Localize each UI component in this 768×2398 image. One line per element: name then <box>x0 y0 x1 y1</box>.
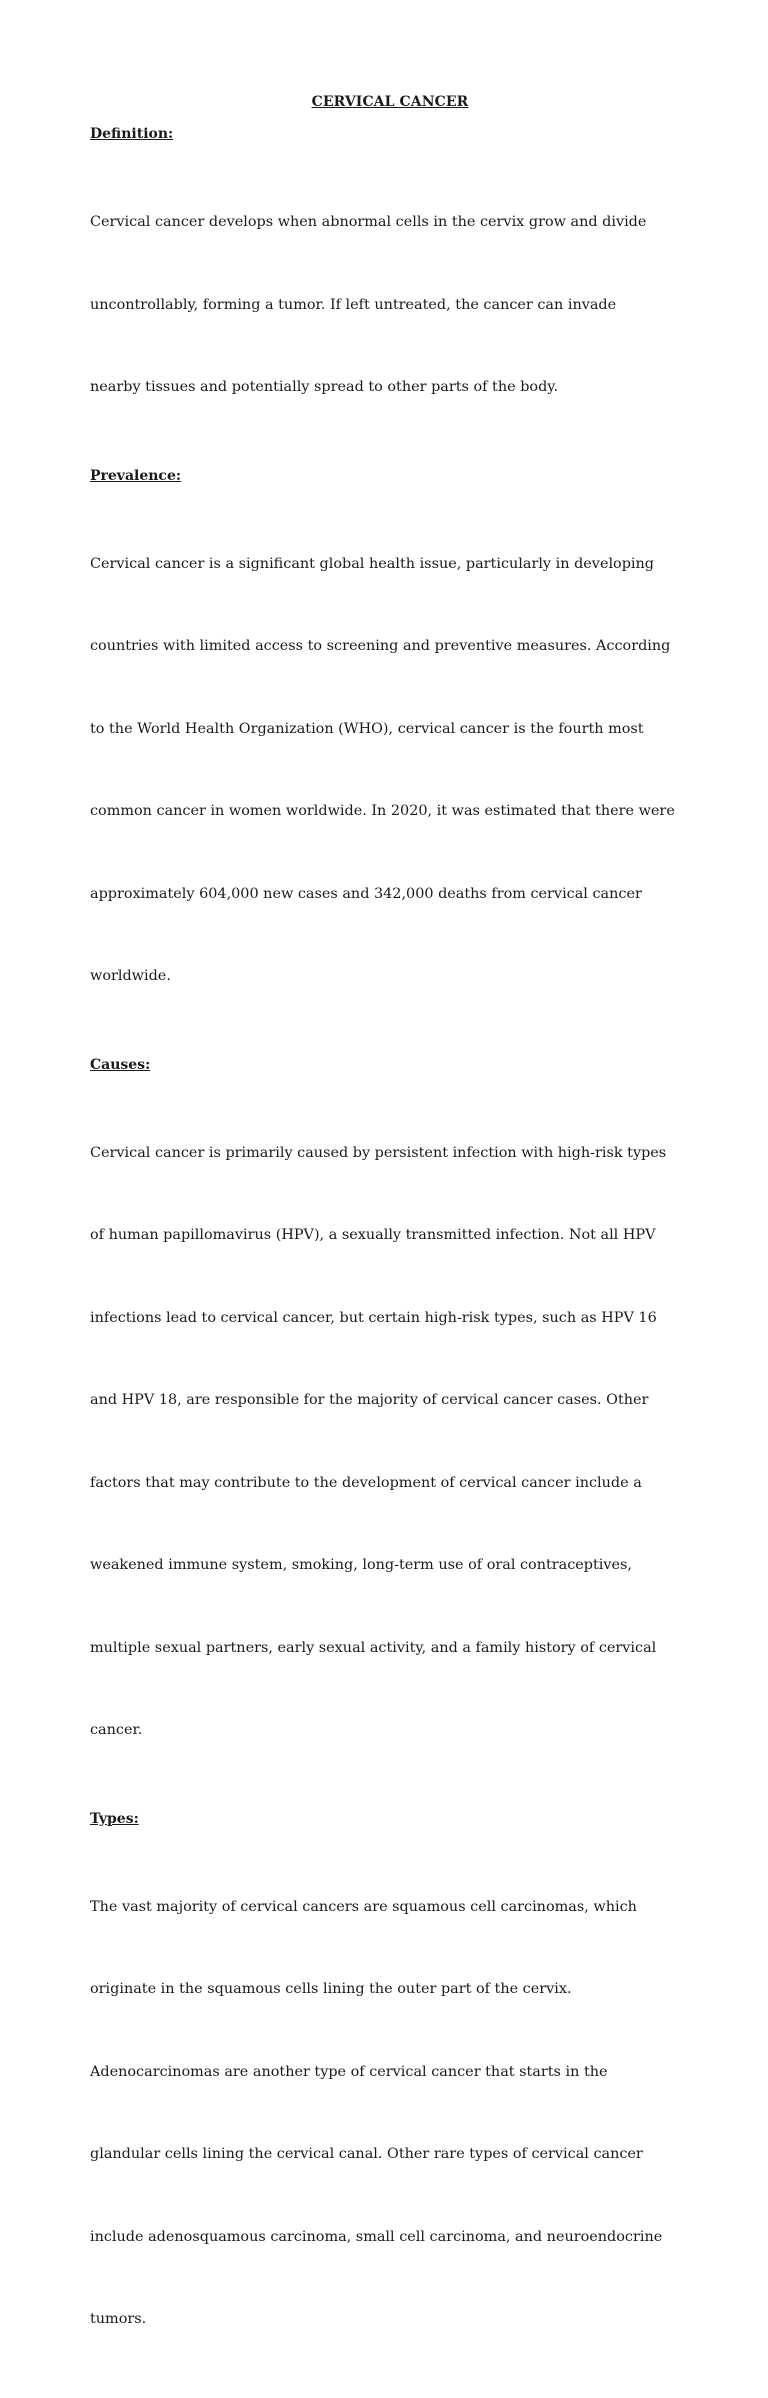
paragraph-line: Cervical cancer develops when abnormal cells in the cervix grow and divide <box>90 214 647 230</box>
section-types <box>90 1809 690 2389</box>
document-page <box>90 92 690 2398</box>
paragraph-line: weakened immune system, smoking, long-term use of oral contraceptives, <box>90 1557 633 1573</box>
section-paragraph-types <box>90 1839 690 2389</box>
section-heading-definition: Definition: <box>90 126 174 142</box>
section-heading-prevalence: Prevalence: <box>90 467 182 484</box>
paragraph-line: uncontrollably, forming a tumor. If left untreated, the cancer can invade <box>90 296 617 313</box>
paragraph-line: Adenocarcinomas are another type of cervical cancer that starts in the <box>90 2063 608 2080</box>
section-paragraph-definition <box>90 154 690 457</box>
paragraph-line: glandular cells lining the cervical canal. Other rare types of cervical cancer <box>90 2146 643 2162</box>
paragraph-line: originate in the squamous cells lining the outer part of the cervix. <box>90 1981 572 1997</box>
paragraph-line: approximately 604,000 new cases and 342,000 deaths from cervical cancer <box>90 885 642 902</box>
section-heading-types: Types: <box>90 1810 139 1827</box>
paragraph-line: include adenosquamous carcinoma, small cell carcinoma, and neuroendocrine <box>90 2228 663 2245</box>
paragraph-line: tumors. <box>90 2311 147 2327</box>
paragraph-line: and HPV 18, are responsible for the majority of cervical cancer cases. Other <box>90 1392 649 1408</box>
paragraph-line: factors that may contribute to the development of cervical cancer include a <box>90 1474 642 1491</box>
section-paragraph-prevalence <box>90 496 690 1046</box>
paragraph-line: common cancer in women worldwide. In 2020, it was estimated that there were <box>90 803 675 819</box>
paragraph-line: nearby tissues and potentially spread to other parts of the body. <box>90 379 559 395</box>
section-paragraph-causes <box>90 1085 690 1800</box>
paragraph-line: infections lead to cervical cancer, but certain high-risk types, such as HPV 16 <box>90 1309 657 1326</box>
paragraph-line: to the World Health Organization (WHO), cervical cancer is the fourth most <box>90 720 644 737</box>
paragraph-line: Cervical cancer is a significant global health issue, particularly in developing <box>90 555 655 572</box>
section-prevalence <box>90 466 690 1046</box>
paragraph-line: The vast majority of cervical cancers are squamous cell carcinomas, which <box>90 1898 637 1915</box>
section-causes <box>90 1055 690 1800</box>
paragraph-line: multiple sexual partners, early sexual activity, and a family history of cervical <box>90 1639 657 1656</box>
paragraph-line: cancer. <box>90 1722 143 1738</box>
section-heading-causes: Causes: <box>90 1056 151 1073</box>
paragraph-line: countries with limited access to screening and preventive measures. According <box>90 638 671 654</box>
paragraph-line: worldwide. <box>90 968 171 984</box>
document-title: CERVICAL CANCER <box>311 94 469 110</box>
paragraph-line: Cervical cancer is primarily caused by persistent infection with high-risk types <box>90 1144 667 1161</box>
paragraph-line: of human papillomavirus (HPV), a sexually transmitted infection. Not all HPV <box>90 1227 656 1243</box>
section-definition <box>90 124 690 457</box>
